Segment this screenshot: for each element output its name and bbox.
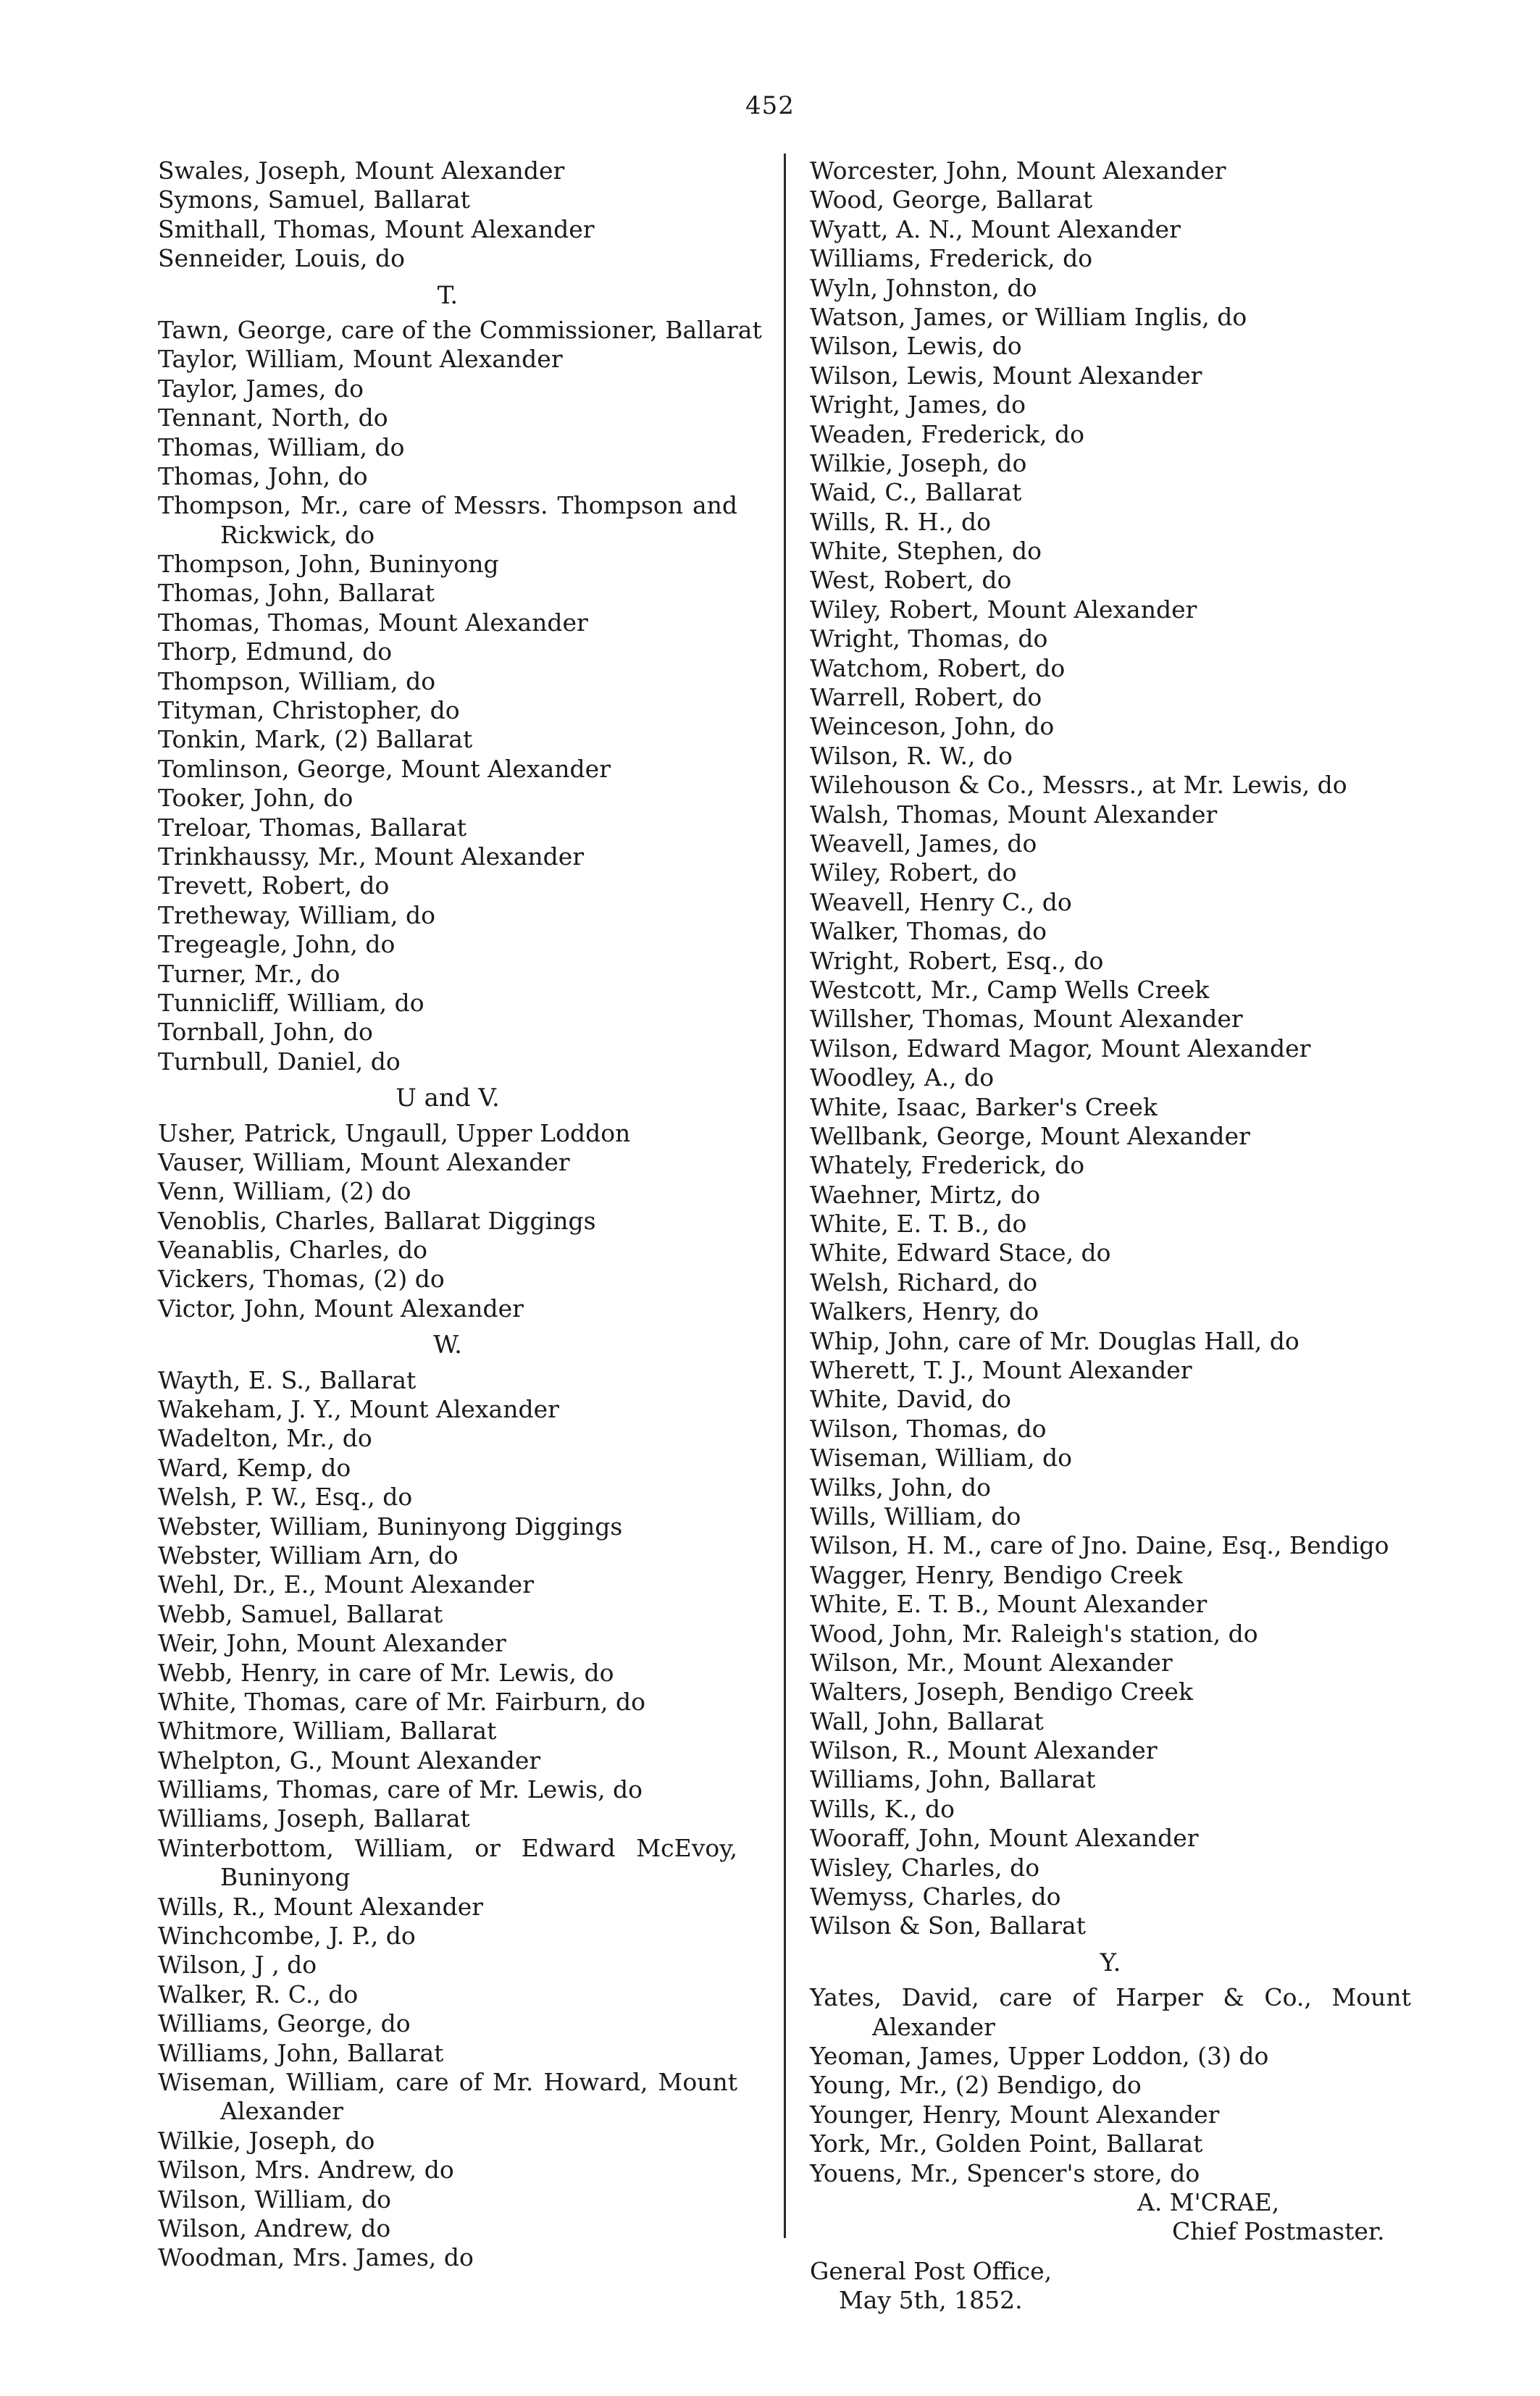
list-item: Wilson, Mrs. Andrew, do <box>158 2156 454 2185</box>
list-item: Webb, Henry, in care of Mr. Lewis, do <box>158 1658 614 1687</box>
list-item: Thomas, John, do <box>158 461 368 490</box>
list-item: Wills, K., do <box>810 1794 955 1823</box>
list-item-first-line <box>158 491 737 520</box>
list-item: Wiseman, William, do <box>810 1444 1073 1473</box>
list-item: Whately, Frederick, do <box>810 1151 1085 1180</box>
w-wrapped-entry-1 <box>158 1834 737 1893</box>
t-wrapped-entry <box>158 491 737 550</box>
w-entries-a <box>158 1366 737 1834</box>
list-item: Wilson, Edward Magor, Mount Alexander <box>810 1034 1311 1063</box>
list-item: Walker, Thomas, do <box>810 917 1047 946</box>
list-item: Tunnicliff, William, do <box>158 988 424 1017</box>
word: Wiseman, <box>158 2068 277 2096</box>
word: Harper <box>1116 1983 1203 2012</box>
list-item: Tityman, Christopher, do <box>158 696 460 725</box>
list-item: Wemyss, Charles, do <box>810 1882 1061 1911</box>
word: Mount <box>658 2068 737 2096</box>
list-item-continuation: Buninyong <box>220 1863 351 1892</box>
list-item: Wilson, Lewis, do <box>810 332 1022 361</box>
word: care <box>358 491 412 520</box>
list-item: Yeoman, James, Upper Loddon, (3) do <box>810 2042 1269 2070</box>
list-item: Thompson, John, Buninyong <box>158 550 499 579</box>
list-item: Usher, Patrick, Ungaull, Upper Loddon <box>158 1118 631 1147</box>
word: Howard, <box>543 2068 648 2096</box>
list-item: Weavell, James, do <box>810 829 1037 858</box>
list-item: Wiley, Robert, do <box>810 858 1017 887</box>
section-heading-y: Y. <box>1100 1948 1121 1977</box>
list-item: Wilson, William, do <box>158 2185 391 2213</box>
list-item: Wilson, R. W., do <box>810 741 1013 770</box>
list-item: Watson, James, or William Inglis, do <box>810 302 1247 331</box>
list-item: Whip, John, care of Mr. Douglas Hall, do <box>810 1326 1300 1355</box>
list-item: Wills, R., Mount Alexander <box>158 1892 484 1921</box>
list-item: Walsh, Thomas, Mount Alexander <box>810 800 1218 829</box>
list-item: White, E. T. B., Mount Alexander <box>810 1590 1208 1619</box>
t-entries-b <box>158 550 737 1076</box>
list-item: Wall, John, Ballarat <box>810 1706 1044 1735</box>
column-divider <box>784 154 786 2238</box>
word: care <box>396 2068 449 2096</box>
list-item-first-line <box>158 2068 737 2097</box>
list-item: Wisley, Charles, do <box>810 1853 1040 1882</box>
word: Messrs. <box>453 491 548 520</box>
list-item: Turner, Mr., do <box>158 959 340 988</box>
list-item: Weir, John, Mount Alexander <box>158 1629 506 1658</box>
list-item: Wilson & Son, Ballarat <box>810 1911 1086 1940</box>
list-item: Wilks, John, do <box>810 1473 991 1501</box>
list-item: Tretheway, William, do <box>158 900 436 929</box>
word: Co., <box>1264 1983 1312 2012</box>
list-item: Wright, Robert, Esq., do <box>810 946 1104 975</box>
list-item: Wood, George, Ballarat <box>810 185 1093 214</box>
list-item: Wyln, Johnston, do <box>810 273 1037 302</box>
list-item: Whitmore, William, Ballarat <box>158 1717 497 1746</box>
list-item-first-line <box>810 1983 1411 2012</box>
word: William, <box>286 2068 386 2096</box>
list-item: Wilkie, Joseph, do <box>810 448 1027 477</box>
list-item: West, Robert, do <box>810 566 1012 595</box>
y-wrapped-entry <box>810 1983 1411 2042</box>
signature-name: A. M'CRAE, <box>1137 2187 1280 2216</box>
word: and <box>692 491 737 520</box>
list-item: Wilkie, Joseph, do <box>158 2126 375 2155</box>
list-item: Youens, Mr., Spencer's store, do <box>810 2158 1200 2187</box>
footer-date: May 5th, 1852. <box>839 2286 1023 2315</box>
list-item: Tooker, John, do <box>158 784 353 813</box>
list-item: Warrell, Robert, do <box>810 683 1042 712</box>
list-item: Younger, Henry, Mount Alexander <box>810 2100 1220 2129</box>
word: or <box>474 1833 501 1862</box>
word: Mr., <box>301 491 349 520</box>
list-item: Young, Mr., (2) Bendigo, do <box>810 2071 1142 2100</box>
list-item-continuation: Rickwick, do <box>220 520 375 549</box>
list-item: Wilson, J , do <box>158 1951 317 1980</box>
list-item: Wright, Thomas, do <box>810 624 1048 653</box>
footer-office: General Post Office, <box>810 2256 1053 2285</box>
list-item: Waid, C., Ballarat <box>810 478 1022 507</box>
list-item: Wherett, T. J., Mount Alexander <box>810 1356 1192 1385</box>
list-item: Wills, R. H., do <box>810 507 991 536</box>
list-item: Treloar, Thomas, Ballarat <box>158 813 466 842</box>
word: Mr. <box>492 2068 534 2096</box>
list-item: Wilson, Andrew, do <box>158 2213 391 2242</box>
list-item: Williams, John, Ballarat <box>158 2038 444 2067</box>
list-item: White, David, do <box>810 1385 1011 1414</box>
right-column <box>810 156 1411 2316</box>
word: Edward <box>521 1833 616 1862</box>
w-entries-continued <box>810 156 1411 1941</box>
list-item: Walters, Joseph, Bendigo Creek <box>810 1677 1193 1706</box>
word: Yates, <box>810 1983 882 2012</box>
list-item: Webster, William, Buninyong Diggings <box>158 1512 623 1541</box>
y-entries <box>810 2042 1411 2188</box>
list-item: Wadelton, Mr., do <box>158 1424 372 1453</box>
list-item: Williams, Thomas, care of Mr. Lewis, do <box>158 1775 643 1804</box>
list-item: Thomas, William, do <box>158 432 405 461</box>
list-item: Williams, Joseph, Ballarat <box>158 1804 470 1833</box>
list-item: Wilehouson & Co., Messrs., at Mr. Lewis, do <box>810 771 1347 800</box>
list-item: Wayth, E. S., Ballarat <box>158 1365 417 1394</box>
list-item: White, Thomas, care of Mr. Fairburn, do <box>158 1687 645 1716</box>
list-item: Tennant, North, do <box>158 403 388 432</box>
list-item: Wilson, Mr., Mount Alexander <box>810 1648 1173 1677</box>
list-item: Tregeagle, John, do <box>158 930 396 959</box>
list-item: Wagger, Henry, Bendigo Creek <box>810 1560 1183 1589</box>
list-item: Trevett, Robert, do <box>158 871 390 900</box>
left-column <box>158 156 762 2273</box>
list-item: Tornball, John, do <box>158 1018 373 1047</box>
list-item: Woodman, Mrs. James, do <box>158 2243 474 2272</box>
list-item: Veanablis, Charles, do <box>158 1236 428 1265</box>
word: McEvoy, <box>636 1833 737 1862</box>
list-item: Venoblis, Charles, Ballarat Diggings <box>158 1206 596 1235</box>
list-item: Tawn, George, care of the Commissioner, Ballarat <box>158 315 762 344</box>
word: of <box>1072 1983 1096 2012</box>
w-wrapped-entry-2 <box>158 2068 737 2127</box>
list-item: Weinceson, John, do <box>810 712 1055 741</box>
signature-title: Chief Postmaster. <box>1172 2217 1385 2246</box>
list-item: Thomas, Thomas, Mount Alexander <box>158 608 588 637</box>
list-item-continuation: Alexander <box>220 2097 343 2126</box>
list-item: Welsh, P. W., Esq., do <box>158 1483 413 1512</box>
list-item: Wilson, Thomas, do <box>810 1414 1047 1443</box>
list-item: Welsh, Richard, do <box>810 1268 1038 1297</box>
list-item: White, Stephen, do <box>810 537 1042 566</box>
list-item: Weaden, Frederick, do <box>810 419 1084 448</box>
list-item: Winchcombe, J. P., do <box>158 1922 416 1951</box>
word: of <box>459 2068 482 2096</box>
list-item: Wood, John, Mr. Raleigh's station, do <box>810 1619 1258 1648</box>
list-item: Vickers, Thomas, (2) do <box>158 1265 445 1294</box>
list-item: White, Edward Stace, do <box>810 1239 1111 1268</box>
word: William, <box>354 1833 454 1862</box>
list-item: Victor, John, Mount Alexander <box>158 1294 524 1323</box>
list-item: Walkers, Henry, do <box>810 1297 1039 1326</box>
list-item: Venn, William, (2) do <box>158 1177 411 1206</box>
list-item: Worcester, John, Mount Alexander <box>810 156 1226 185</box>
list-item: Vauser, William, Mount Alexander <box>158 1147 570 1176</box>
list-item: Taylor, William, Mount Alexander <box>158 345 563 374</box>
list-item: Trinkhaussy, Mr., Mount Alexander <box>158 842 585 871</box>
list-item: Wills, William, do <box>810 1501 1021 1530</box>
word: Mount <box>1331 1983 1411 2012</box>
list-item: Thomas, John, Ballarat <box>158 579 435 608</box>
list-item: Wakeham, J. Y., Mount Alexander <box>158 1395 559 1424</box>
list-item: Turnbull, Daniel, do <box>158 1047 401 1076</box>
t-entries-a <box>158 315 762 491</box>
list-item: Westcott, Mr., Camp Wells Creek <box>810 975 1210 1004</box>
list-item: York, Mr., Golden Point, Ballarat <box>810 2129 1203 2158</box>
list-item: Williams, Frederick, do <box>810 244 1093 273</box>
list-item: Tonkin, Mark, (2) Ballarat <box>158 725 473 754</box>
list-item: Wiley, Robert, Mount Alexander <box>810 595 1197 624</box>
list-item: Wilson, H. M., care of Jno. Daine, Esq., Bendigo <box>810 1531 1389 1560</box>
list-item: Smithall, Thomas, Mount Alexander <box>158 214 595 243</box>
s-entries <box>158 156 737 274</box>
list-item: Swales, Joseph, Mount Alexander <box>158 156 565 185</box>
list-item: Ward, Kemp, do <box>158 1453 351 1482</box>
list-item: Waehner, Mirtz, do <box>810 1180 1041 1209</box>
list-item: Watchom, Robert, do <box>810 653 1066 682</box>
list-item: Webster, William Arn, do <box>158 1541 459 1570</box>
list-item: Weavell, Henry C., do <box>810 887 1072 916</box>
list-item: Williams, John, Ballarat <box>810 1765 1096 1794</box>
list-item: Senneider, Louis, do <box>158 244 406 273</box>
list-item: Thorp, Edmund, do <box>158 637 393 666</box>
list-item: Webb, Samuel, Ballarat <box>158 1599 443 1628</box>
list-item: Willsher, Thomas, Mount Alexander <box>810 1005 1243 1034</box>
section-heading-uv: U and V. <box>396 1084 500 1113</box>
list-item: Wilson, Lewis, Mount Alexander <box>810 361 1202 390</box>
list-item: Walker, R. C., do <box>158 1980 359 2008</box>
uv-entries <box>158 1119 737 1324</box>
list-item: Williams, George, do <box>158 2009 411 2038</box>
list-item: Thompson, William, do <box>158 666 436 695</box>
list-item: Wooraff, John, Mount Alexander <box>810 1824 1199 1853</box>
w-entries-c <box>158 2127 737 2273</box>
word: & <box>1223 1983 1244 2012</box>
list-item-continuation: Alexander <box>872 2012 995 2041</box>
list-item: Wright, James, do <box>810 390 1026 419</box>
page-number: 452 <box>745 91 795 120</box>
word: Thompson <box>557 491 684 520</box>
word: care <box>999 1983 1053 2012</box>
list-item: Wehl, Dr., E., Mount Alexander <box>158 1570 534 1599</box>
list-item: Woodley, A., do <box>810 1063 995 1092</box>
word: Thompson, <box>158 491 292 520</box>
list-item: Wilson, R., Mount Alexander <box>810 1736 1158 1765</box>
list-item: Symons, Samuel, Ballarat <box>158 185 470 214</box>
section-heading-t: T. <box>437 280 459 310</box>
w-entries-b <box>158 1893 737 2068</box>
list-item: Taylor, James, do <box>158 374 364 403</box>
word: Winterbottom, <box>158 1833 334 1862</box>
list-item: White, Isaac, Barker's Creek <box>810 1092 1158 1121</box>
list-item-first-line <box>158 1834 737 1863</box>
section-heading-w: W. <box>433 1331 462 1360</box>
word: of <box>421 491 445 520</box>
word: David, <box>901 1983 979 2012</box>
list-item: Wyatt, A. N., Mount Alexander <box>810 214 1181 243</box>
list-item: Wellbank, George, Mount Alexander <box>810 1121 1250 1150</box>
list-item: Tomlinson, George, Mount Alexander <box>158 754 611 783</box>
list-item: White, E. T. B., do <box>810 1210 1027 1239</box>
list-item: Whelpton, G., Mount Alexander <box>158 1746 541 1775</box>
